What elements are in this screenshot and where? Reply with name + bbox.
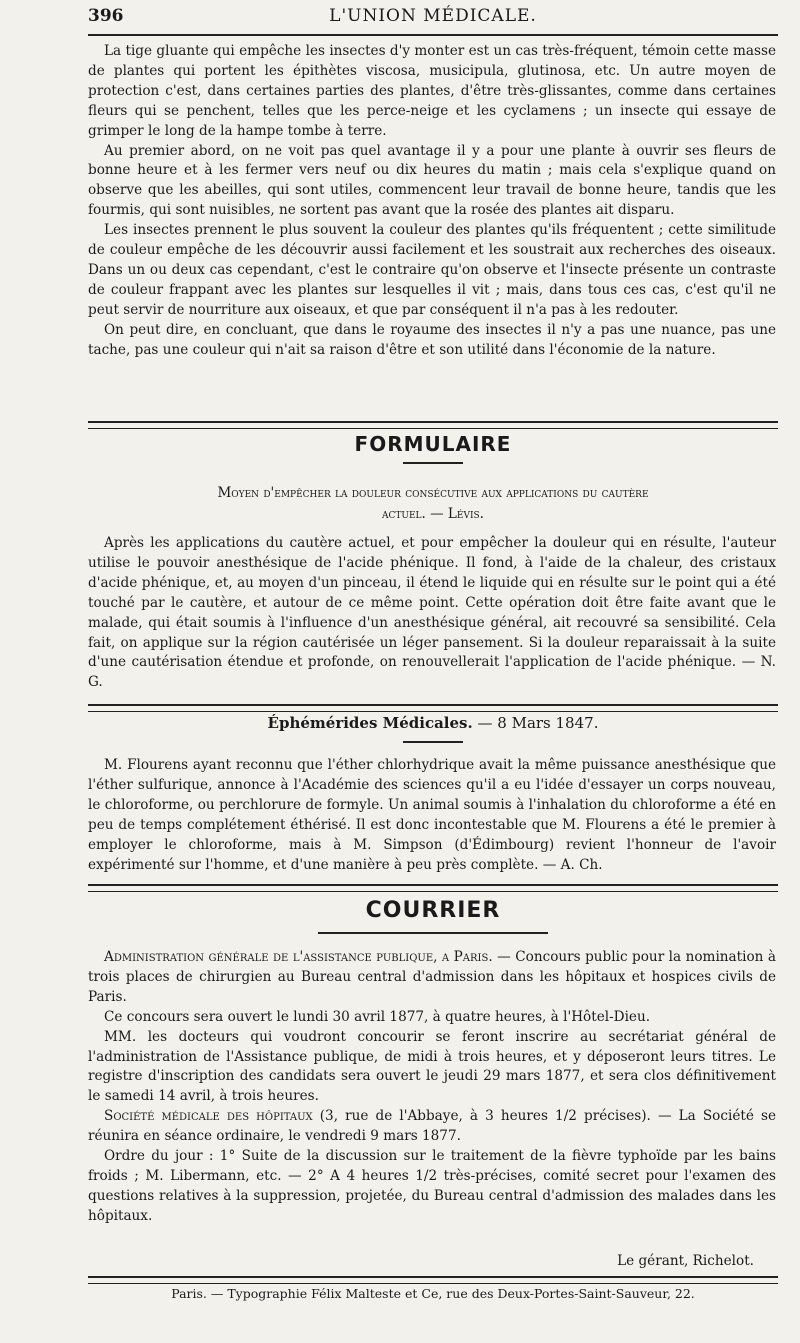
ephemerides-body xyxy=(88,756,776,875)
journal-title: L'UNION MÉDICALE. xyxy=(329,6,537,26)
section-rule xyxy=(88,704,778,712)
courrier-paragraph: MM. les docteurs qui voudront concourir se feront inscrire au secrétariat général de l'administration de l'Assistance publique, de midi à trois heures, et y déposeront leurs titres. Le registre d'inscription des candidats sera ouvert le jeudi 29 mars 1877, et sera clos définitivement le samedi 14 avril, à trois heures. xyxy=(88,1028,776,1105)
printer-imprint: Paris. — Typographie Félix Malteste et Ce, rue des Deux-Portes-Saint-Sauveur, 22. xyxy=(171,1286,695,1301)
courrier-paragraph xyxy=(88,948,776,1008)
courrier-body xyxy=(88,948,776,1227)
courrier-paragraph: Ce concours sera ouvert le lundi 30 avril 1877, à quatre heures, à l'Hôtel-Dieu. xyxy=(104,1008,651,1025)
ephemerides-title: Éphémérides Médicales. xyxy=(267,714,473,732)
intro-paragraph: Au premier abord, on ne voit pas quel avantage il y a pour une plante à ouvrir ses fleurs de bonne heure et à les fermer vers neuf ou dix heures du matin ; mais cela s'explique quand on observe que les abeilles, qui sont utiles, commencent leur travail de bonne heure, tandis que les fourmis, qui sont nuisibles, ne sortent pas avant que la rosée des plantes ait disparu. xyxy=(88,142,776,219)
formulaire-subtitle-line1: Moyen d'empêcher la douleur consécutive aux applications du cautère xyxy=(217,485,649,501)
ephemerides-heading xyxy=(88,714,778,732)
journal-page xyxy=(88,0,778,1343)
formulaire-title: FORMULAIRE xyxy=(354,432,512,456)
ephemerides-paragraph: M. Flourens ayant reconnu que l'éther chlorhydrique avait la même puissance anesthésique que l'éther sulfurique, annonce à l'Académie des sciences qu'il a eu l'idée d'essayer un corps nouveau, le chloroforme, ou perchlorure de formyle. Un animal soumis à l'inhalation du chloroforme a été en peu de temps complétement éthérisé. Il est donc incontestable que M. Flourens a été le premier à employer le chloroforme, mais à M. Simpson (d'Édimbourg) revient l'honneur de l'avoir expérimenté sur l'homme, et d'une manière à peu près complète. — A. Ch. xyxy=(88,757,776,873)
courrier-lead: Société médicale des hôpitaux xyxy=(104,1108,313,1125)
courrier-text: (3, rue de l'Abbaye, à 3 heures 1/2 précises). — La Société se réunira en séance ordinaire, le vendredi 9 mars 1877. xyxy=(88,1108,776,1145)
formulaire-body xyxy=(88,534,776,693)
title-underline xyxy=(403,462,463,464)
ephemerides-date: — 8 Mars 1847. xyxy=(477,714,599,732)
intro-paragraph: Les insectes prennent le plus souvent la couleur des plantes qu'ils fréquentent ; cette similitude de couleur empêche de les découvrir aussi facilement et les soustrait aux recherches des oiseaux. Dans un ou deux cas cependant, c'est le contraire qu'on observe et l'insecte présente un contraste de couleur frappant avec les plantes sur lesquelles il vit ; mais, dans tous ces cas, c'est qu'il ne peut servir de nourriture aux oiseaux, et que par conséquent il n'a pas à les redouter. xyxy=(88,222,776,318)
header-rule xyxy=(88,34,778,36)
footer-rule xyxy=(88,1276,778,1284)
page-number: 396 xyxy=(88,6,124,26)
page-header xyxy=(88,2,778,30)
formulaire-subtitle-line2: actuel. — Lévis. xyxy=(382,506,484,522)
section-rule xyxy=(88,884,778,892)
gerant-signature: Le gérant, Richelot. xyxy=(617,1253,754,1269)
intro-article xyxy=(88,42,776,361)
section-rule xyxy=(88,421,778,429)
courrier-text: — Concours public pour la nomination à trois places de chirurgien au Bureau central d'admission dans les hôpitaux et hospices civils de Paris. xyxy=(88,949,776,1005)
intro-paragraph: La tige gluante qui empêche les insectes d'y monter est un cas très-fréquent, témoin cette masse de plantes qui portent les épithètes viscosa, musicipula, glutinosa, etc. Un autre moyen de protection c'est, dans certaines parties des plantes, d'être très-glissantes, comme dans certaines fleurs qui se penchent, telles que les perce-neige et les cyclamens ; un insecte qui essaye de grimper le long de la hampe tombe à terre. xyxy=(88,43,776,139)
courrier-title: COURRIER xyxy=(365,898,501,923)
title-underline xyxy=(403,741,463,743)
formulaire-paragraph: Après les applications du cautère actuel, et pour empêcher la douleur qui en résulte, l'auteur utilise le pouvoir anesthésique de l'acide phénique. Il fond, à l'aide de la chaleur, des cristaux d'acide phénique, et, au moyen d'un pinceau, il étend le liquide qui en résulte sur le point qui a été touché par le cautère, et autour de ce même point. Cette opération doit être faite avant que le malade, qui était soumis à l'influence d'un anesthésique général, ait recouvré sa sensibilité. Cela fait, on applique sur la région cautérisée un léger pansement. Si la douleur reparaissait à la suite d'une cautérisation étendue et profonde, on renouvellerait l'application de l'acide phénique. — N. G. xyxy=(88,535,776,691)
intro-paragraph: On peut dire, en concluant, que dans le royaume des insectes il n'y a pas une nuance, pas une tache, pas une couleur qui n'ait sa raison d'être et son utilité dans l'économie de la nature. xyxy=(88,321,776,358)
title-underline xyxy=(318,932,548,934)
courrier-lead: Administration générale de l'assistance publique, a Paris. xyxy=(104,949,493,965)
courrier-paragraph xyxy=(88,1107,776,1147)
courrier-paragraph: Ordre du jour : 1° Suite de la discussion sur le traitement de la fièvre typhoïde par les bains froids ; M. Libermann, etc. — 2° A 4 heures 1/2 très-précises, comité secret pour l'examen des questions relatives à la suppression, projetée, du Bureau central d'admission des malades dans les hôpitaux. xyxy=(88,1148,776,1224)
